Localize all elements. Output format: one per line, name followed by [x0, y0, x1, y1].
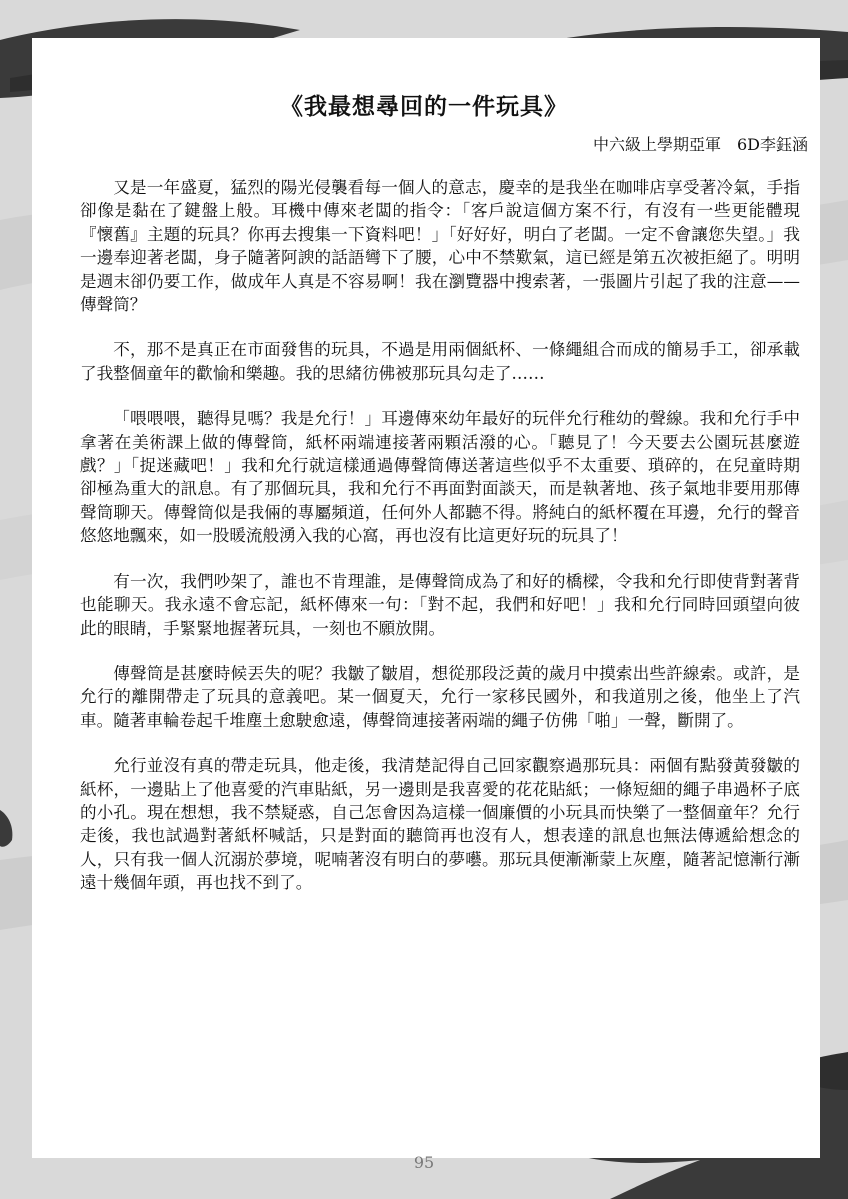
paragraph: 不，那不是真正在市面發售的玩具，不過是用兩個紙杯、一條繩組合而成的簡易手工，卻承載了我整個童年的歡愉和樂趣。我的思緒彷佛被那玩具勾走了……: [80, 340, 800, 383]
paragraph: 又是一年盛夏，猛烈的陽光侵襲看每一個人的意志，慶幸的是我坐在咖啡店享受著冷氣，手指卻像是黏在了鍵盤上般。耳機中傳來老闆的指令：「客戶說這個方案不行，有沒有一些更能體現『懷舊』主題的玩具？你再去搜集一下資料吧！」「好好好，明白了老闆。一定不會讓您失望。」我一邊奉迎著老闆，身子隨著阿諛的話語彎下了腰，心中不禁歎氣，這已經是第五次被拒絕了。明明是週末卻仍要工作，做成年人真是不容易啊！我在瀏覽器中搜索著，一張圖片引起了我的注意——傳聲筒？: [80, 178, 800, 315]
paragraph: 「喂喂喂，聽得見嗎？我是允行！」耳邊傳來幼年最好的玩伴允行稚幼的聲線。我和允行手中拿著在美術課上做的傳聲筒，紙杯兩端連接著兩顆活潑的心。「聽見了！今天要去公園玩甚麼遊戲？」「捉迷藏吧！」我和允行就這樣通過傳聲筒傳送著這些似乎不太重要、瑣碎的，在兒童時期卻極為重大的訊息。有了那個玩具，我和允行不再面對面談天，而是執著地、孩子氣地非要用那傳聲筒聊天。傳聲筒似是我倆的專屬頻道，任何外人都聽不得。將純白的紙杯覆在耳邊，允行的聲音悠悠地飄來，如一股暖流般湧入我的心窩，再也沒有比這更好玩的玩具了！: [80, 409, 800, 546]
paragraph: 允行並沒有真的帶走玩具，他走後，我清楚記得自己回家觀察過那玩具：兩個有點發黃發皺的紙杯，一邊貼上了他喜愛的汽車貼紙，另一邊則是我喜愛的花花貼紙；一條短細的繩子串過杯子底的小孔。現在想想，我不禁疑惑，自己怎會因為這樣一個廉價的小玩具而快樂了一整個童年？允行走後，我也試過對著紙杯喊話，只是對面的聽筒再也沒有人，想表達的訊息也無法傳遞給想念的人，只有我一個人沉溺於夢境，呢喃著沒有明白的夢囈。那玩具便漸漸蒙上灰塵，隨著記憶漸行漸遠十幾個年頭，再也找不到了。: [80, 756, 800, 893]
essay-title: 《我最想尋回的一件玩具》: [280, 93, 568, 120]
paragraph: 有一次，我們吵架了，誰也不肯理誰，是傳聲筒成為了和好的橋樑，令我和允行即使背對著背也能聊天。我永遠不會忘記，紙杯傳來一句：「對不起，我們和好吧！」我和允行同時回頭望向彼此的眼睛，手緊緊地握著玩具，一刻也不願放開。: [80, 571, 800, 638]
page-number: 95: [413, 1153, 435, 1172]
author-line: 中六級上學期亞軍 6D李鈺涵: [592, 135, 808, 154]
paragraph: 傳聲筒是甚麼時候丟失的呢？我皺了皺眉，想從那段泛黃的歲月中摸索出些許線索。或許，是允行的離開帶走了玩具的意義吧。某一個夏天，允行一家移民國外，和我道別之後，他坐上了汽車。隨著車輪卷起千堆塵土愈駛愈遠，傳聲筒連接著兩端的繩子仿佛「啪」一聲，斷開了。: [80, 663, 800, 730]
essay-body: [80, 176, 800, 917]
